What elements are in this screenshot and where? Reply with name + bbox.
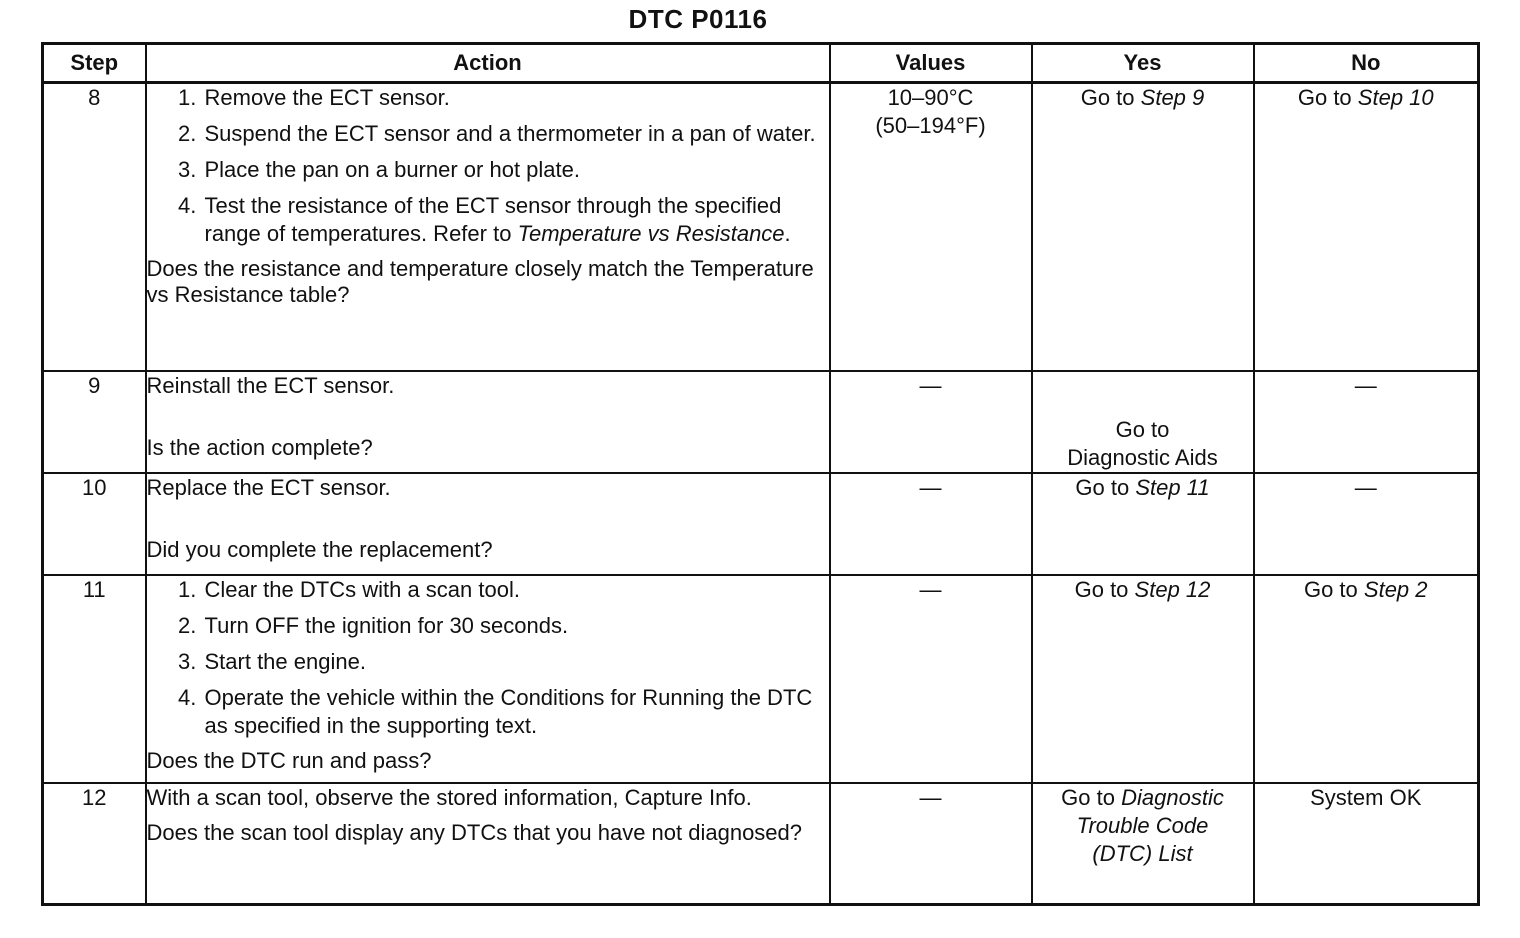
header-row [43, 44, 1479, 83]
question: Is the action complete? [146, 434, 373, 460]
step-number: 12 [43, 783, 146, 905]
yes-cell [1032, 473, 1254, 575]
value-cell [830, 371, 1032, 473]
question: Did you complete the replacement? [146, 536, 493, 562]
reference-link[interactable]: Temperature vs Resistance [517, 221, 785, 246]
yes-prefix: Go to [1115, 416, 1170, 442]
action-item: 3. Start the engine. [203, 648, 829, 676]
action-item-text: Test the resistance of the ECT sensor through the specified range of temperatures. Refer to [204, 193, 782, 246]
diagnostic-table [41, 42, 1480, 906]
question: Does the scan tool display any DTCs that you have not diagnosed? [146, 819, 803, 845]
table-row [43, 575, 1479, 783]
question: Does the resistance and temperature closely match the Temperature vs Resistance table? [146, 256, 814, 307]
action-item: 2. Suspend the ECT sensor and a thermometer in a pan of water. [203, 120, 829, 148]
no-cell [1254, 83, 1479, 371]
no-cell [1254, 783, 1479, 905]
header-yes: Yes [1032, 44, 1254, 83]
value-dash: — [919, 372, 942, 398]
no-cell [1254, 575, 1479, 783]
yes-step-link[interactable]: Step 11 [1135, 474, 1210, 500]
header-step: Step [43, 44, 146, 83]
value-dash: — [919, 784, 942, 810]
header-action: Action [146, 44, 830, 83]
no-prefix: Go to [1297, 85, 1352, 110]
action-list [147, 576, 829, 740]
yes-cell [1032, 371, 1254, 473]
header-values: Values [830, 44, 1032, 83]
action-cell [146, 473, 830, 575]
action-cell [146, 783, 830, 905]
yes-cell [1032, 83, 1254, 371]
value-cell [830, 575, 1032, 783]
step-number: 10 [43, 473, 146, 575]
action-item: 2. Turn OFF the ignition for 30 seconds. [203, 612, 829, 640]
no-prefix: Go to [1303, 576, 1358, 602]
no-dash: — [1354, 372, 1377, 398]
step-number: 9 [43, 371, 146, 473]
action-item: 4. Operate the vehicle within the Conditions for Running the DTC as specified in the supporting text. [203, 684, 829, 740]
value-fahrenheit: (50–194°F) [875, 113, 986, 138]
no-cell [1254, 473, 1479, 575]
yes-cell [1032, 783, 1254, 905]
yes-prefix: Go to [1074, 576, 1129, 602]
yes-dtc-list-link[interactable]: Diagnostic Trouble Code (DTC) List [1076, 784, 1224, 866]
action-text: Reinstall the ECT sensor. [146, 372, 395, 398]
table-row [43, 783, 1479, 905]
value-cell [830, 473, 1032, 575]
no-cell [1254, 371, 1479, 473]
yes-step-link[interactable]: Step 12 [1134, 576, 1211, 602]
table-row [43, 83, 1479, 371]
no-dash: — [1354, 474, 1377, 500]
no-step-link[interactable]: Step 2 [1363, 576, 1428, 602]
yes-step-link[interactable]: Step 9 [1140, 85, 1205, 110]
yes-prefix: Go to [1075, 474, 1130, 500]
value-cell [830, 83, 1032, 371]
action-cell [146, 83, 830, 371]
value-dash: — [919, 474, 942, 500]
action-list [147, 84, 829, 248]
question: Does the DTC run and pass? [146, 747, 432, 773]
yes-prefix: Go to [1061, 784, 1115, 810]
yes-cell [1032, 575, 1254, 783]
value-cell [830, 783, 1032, 905]
action-item: 1. Remove the ECT sensor. [203, 84, 829, 112]
yes-link[interactable]: Diagnostic Aids [1067, 444, 1218, 470]
action-text: Replace the ECT sensor. [146, 474, 391, 500]
action-cell [146, 575, 830, 783]
action-item: 3. Place the pan on a burner or hot plate. [203, 156, 829, 184]
step-number: 8 [43, 83, 146, 371]
table-row [43, 473, 1479, 575]
header-no: No [1254, 44, 1479, 83]
no-result: System OK [1310, 784, 1422, 810]
action-cell [146, 371, 830, 473]
value-celsius: 10–90°C [887, 85, 974, 110]
step-number: 11 [43, 575, 146, 783]
value-dash: — [919, 576, 942, 602]
yes-prefix: Go to [1080, 85, 1135, 110]
action-item: 4. Test the resistance of the ECT sensor through the specified range of temperatures. Refer to Temperature vs Resistance. [203, 192, 829, 248]
table-row [43, 371, 1479, 473]
page-title: DTC P0116 [628, 4, 768, 34]
no-step-link[interactable]: Step 10 [1357, 85, 1434, 110]
action-item: 1. Clear the DTCs with a scan tool. [203, 576, 829, 604]
action-text: With a scan tool, observe the stored information, Capture Info. [146, 784, 752, 810]
